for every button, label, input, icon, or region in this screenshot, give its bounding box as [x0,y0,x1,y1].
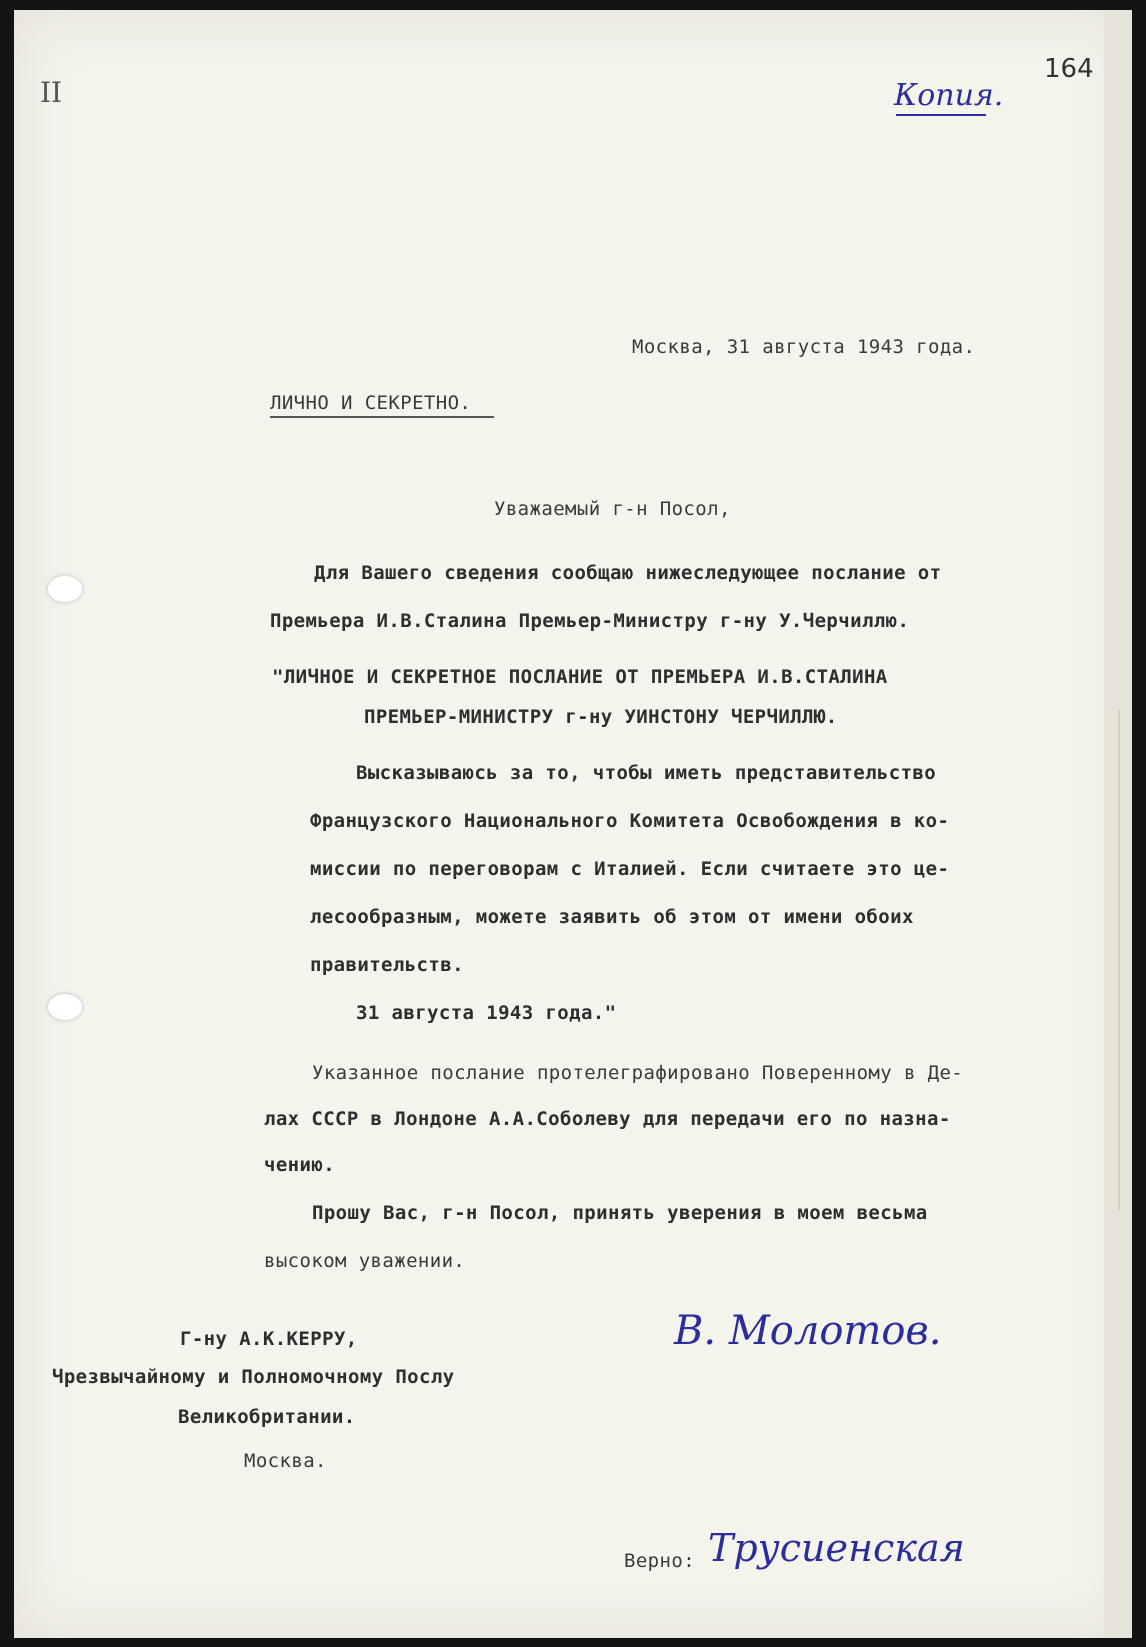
addressee-line: Москва. [244,1450,327,1472]
followup-line: чению. [264,1154,336,1176]
fold-line [1118,710,1120,1210]
message-date: 31 августа 1943 года." [356,1002,617,1024]
copy-annotation-underline [896,114,986,116]
salutation: Уважаемый г-н Посол, [494,498,731,520]
archive-page-number: 164 [1044,54,1094,84]
addressee-line: Чрезвычайному и Полномочному Послу [52,1366,455,1388]
message-line: миссии по переговорам с Италией. Если считаете это це- [310,858,950,880]
followup-line: лах СССР в Лондоне А.А.Соболеву для передачи его по назна- [264,1108,951,1130]
punch-hole-lower [48,994,82,1020]
addressee-line: Великобритании. [178,1406,356,1428]
closing-line: Прошу Вас, г-н Посол, принять уверения в моем весьма [312,1202,928,1224]
message-title-line: ПРЕМЬЕР-МИНИСТРУ г-ну УИНСТОНУ ЧЕРЧИЛЛЮ. [364,706,838,728]
margin-mark: II [40,76,63,109]
document-page [14,10,1132,1638]
message-title-line: "ЛИЧНОЕ И СЕКРЕТНОЕ ПОСЛАНИЕ ОТ ПРЕМЬЕРА И.В.СТАЛИНА [272,666,888,688]
addressee-line: Г-ну А.К.КЕРРУ, [180,1328,358,1350]
place-date: Москва, 31 августа 1943 года. [632,336,976,358]
copy-annotation: Копия. [894,78,1004,113]
punch-hole-upper [48,576,82,602]
message-line: лесообразным, можете заявить об этом от имени обоих [310,906,914,928]
message-line: Высказываюсь за то, чтобы иметь представительство [356,762,937,784]
intro-line: Для Вашего сведения сообщаю нижеследующее послание от [314,562,942,584]
certification-signature: Трусиенская [708,1526,965,1570]
intro-line: Премьера И.В.Сталина Премьер-Министру г-ну У.Черчиллю. [270,610,910,632]
certification-label: Верно: [624,1550,696,1572]
classification-underline [270,416,494,418]
signature-molotov: В. Молотов. [674,1308,942,1354]
closing-line: высоком уважении. [264,1250,466,1272]
followup-line: Указанное послание протелеграфировано Поверенному в Де- [312,1062,964,1084]
message-line: правительств. [310,954,464,976]
classification-heading: ЛИЧНО И СЕКРЕТНО. [270,392,472,414]
message-line: Французского Национального Комитета Освобождения в ко- [310,810,950,832]
